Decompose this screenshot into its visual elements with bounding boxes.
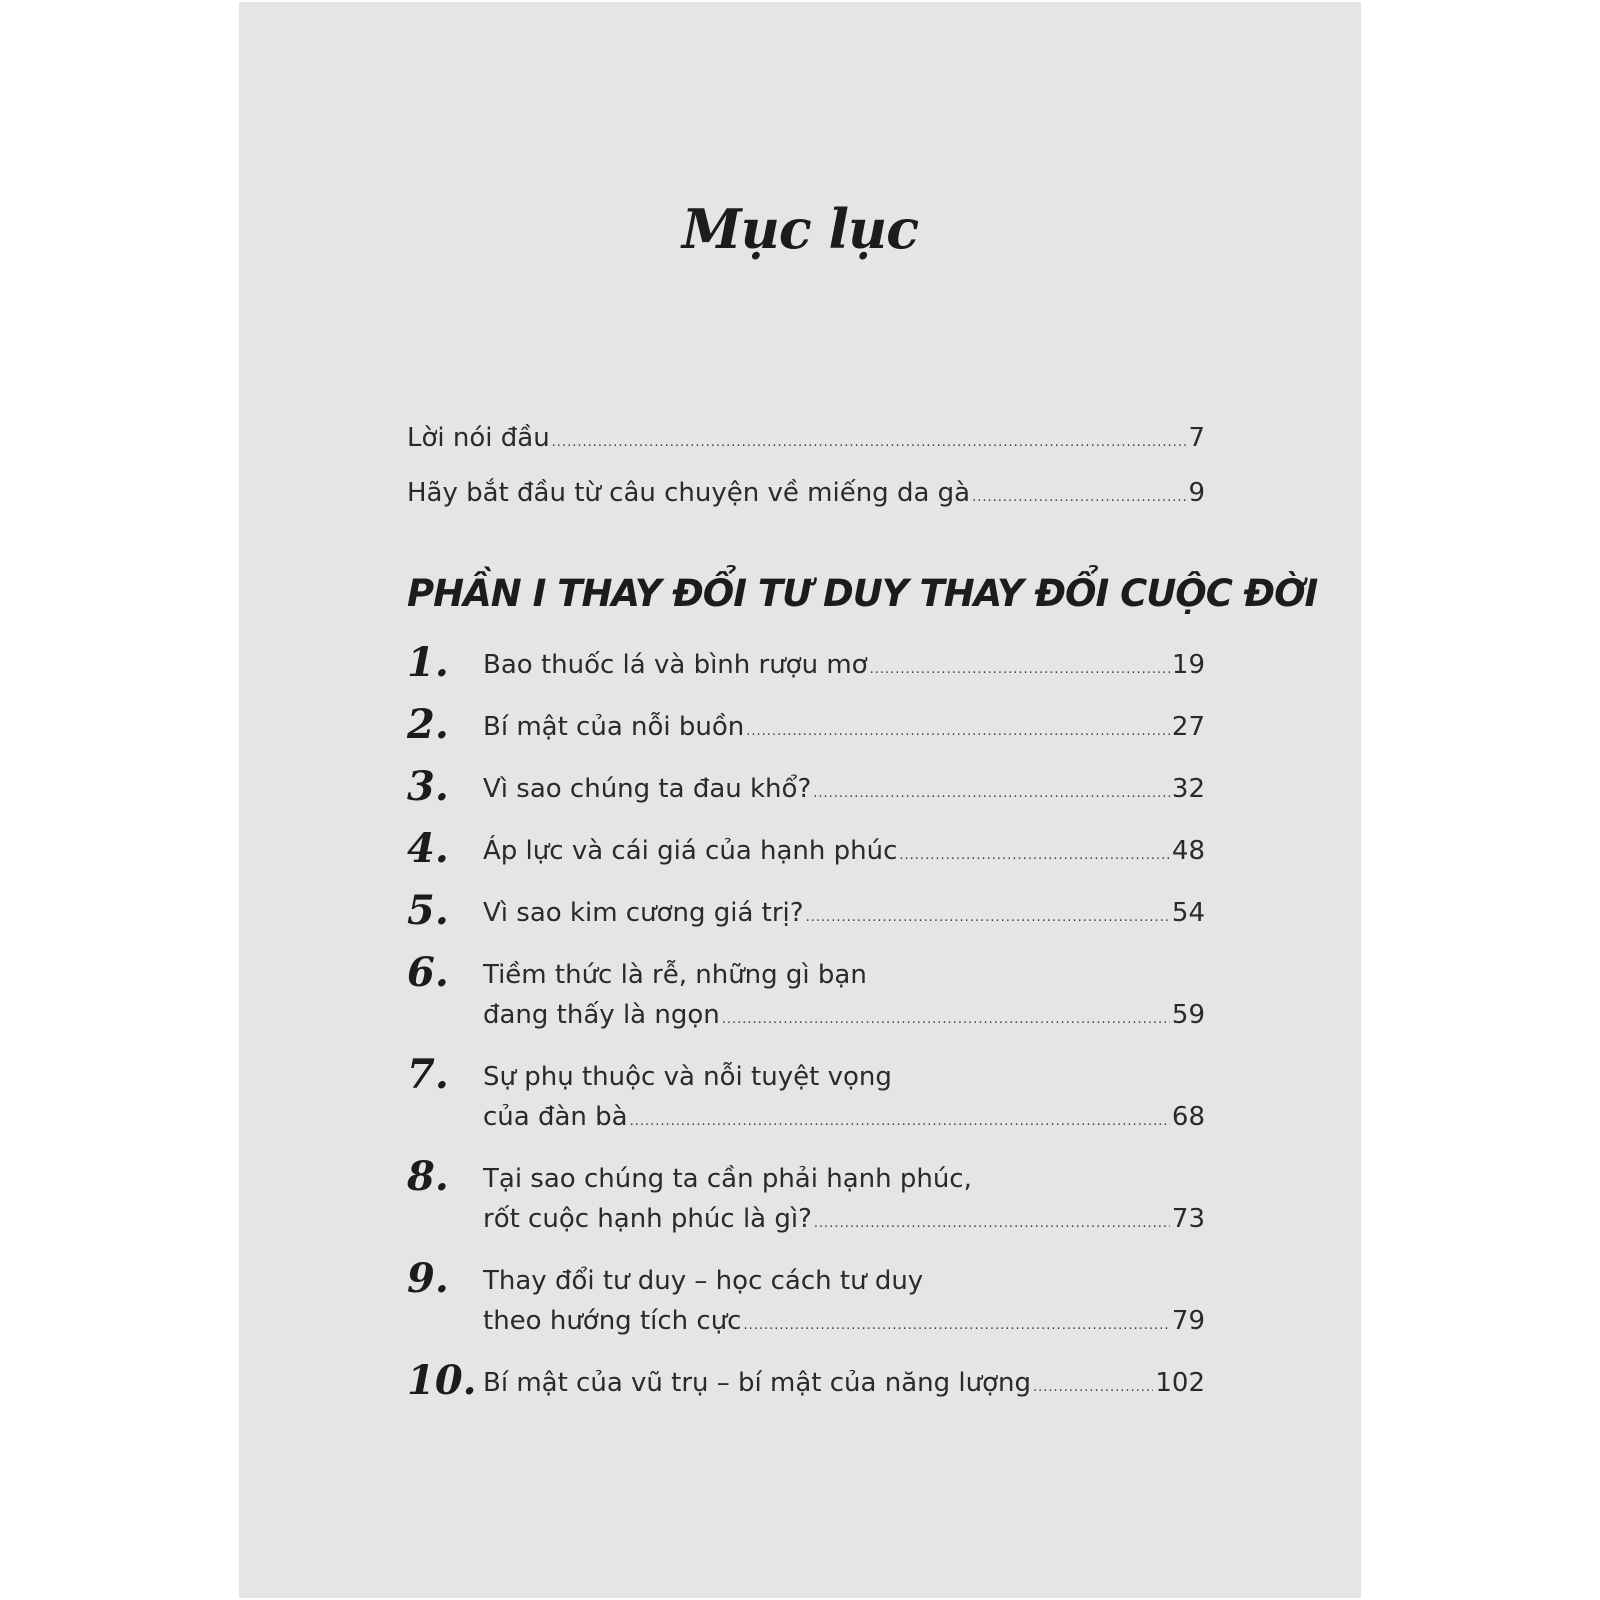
- chapter-number: 10.: [407, 1357, 477, 1404]
- chapter-title-line: Bí mật của vũ trụ – bí mật của năng lượng: [483, 1368, 1031, 1398]
- chapter-title-line: Vì sao chúng ta đau khổ?: [483, 774, 812, 804]
- page-title: Mục lục: [681, 197, 919, 261]
- dot-leader: [814, 1204, 1170, 1244]
- chapter-title-line: Tại sao chúng ta cần phải hạnh phúc,: [483, 1164, 972, 1194]
- chapter-title-line: của đàn bà: [483, 1102, 628, 1132]
- toc-entry-story[interactable]: [407, 473, 1205, 518]
- chapter-title-line: Sự phụ thuộc và nỗi tuyệt vọng: [483, 1062, 892, 1092]
- entry-page: 9: [1188, 478, 1205, 508]
- chapter-page: 48: [1171, 836, 1205, 866]
- dot-leader: [1033, 1368, 1153, 1408]
- dot-leader: [552, 423, 1187, 463]
- chapter-page: 59: [1171, 1000, 1205, 1030]
- toc-entry-preface[interactable]: [407, 418, 1205, 463]
- entry-page: 7: [1188, 423, 1205, 453]
- chapter-number: 8.: [407, 1153, 449, 1200]
- dot-leader: [972, 478, 1186, 518]
- dot-leader: [806, 898, 1170, 938]
- entry-label: Hãy bắt đầu từ câu chuyện về miếng da gà: [407, 478, 971, 508]
- dot-leader: [743, 1306, 1169, 1346]
- chapter-number: 9.: [407, 1255, 449, 1302]
- chapter-number: 7.: [407, 1051, 449, 1098]
- dot-leader: [870, 650, 1170, 690]
- chapter-title-line: rốt cuộc hạnh phúc là gì?: [483, 1204, 812, 1234]
- entry-label: Lời nói đầu: [407, 423, 550, 453]
- chapter-title-line: đang thấy là ngọn: [483, 1000, 720, 1030]
- dot-leader: [746, 712, 1170, 752]
- chapter-page: 27: [1171, 712, 1205, 742]
- dot-leader: [722, 1000, 1170, 1040]
- chapter-title-line: theo hướng tích cực: [483, 1306, 742, 1336]
- chapter-title-line: Tiềm thức là rễ, những gì bạn: [483, 960, 867, 990]
- chapter-number: 5.: [407, 887, 449, 934]
- chapter-title-line: Bí mật của nỗi buồn: [483, 712, 745, 742]
- chapter-title-line: Vì sao kim cương giá trị?: [483, 898, 804, 928]
- chapter-page: 54: [1171, 898, 1205, 928]
- dot-leader: [630, 1102, 1170, 1142]
- chapter-number: 6.: [407, 949, 449, 996]
- chapter-number: 3.: [407, 763, 449, 810]
- chapter-number: 1.: [407, 639, 449, 686]
- chapter-page: 68: [1171, 1102, 1205, 1132]
- chapter-page: 79: [1171, 1306, 1205, 1336]
- chapter-page: 32: [1171, 774, 1205, 804]
- chapter-number: 2.: [407, 701, 449, 748]
- chapter-page: 73: [1171, 1204, 1205, 1234]
- part-heading: PHẦN I THAY ĐỔI TƯ DUY THAY ĐỔI CUỘC ĐỜI: [407, 572, 1318, 615]
- chapter-page: 102: [1155, 1368, 1205, 1398]
- chapter-title-line: Thay đổi tư duy – học cách tư duy: [483, 1266, 924, 1296]
- chapter-number: 4.: [407, 825, 449, 872]
- dot-leader: [899, 836, 1170, 876]
- chapter-title-line: Bao thuốc lá và bình rượu mơ: [483, 650, 868, 680]
- chapter-page: 19: [1171, 650, 1205, 680]
- chapter-title-line: Áp lực và cái giá của hạnh phúc: [483, 836, 898, 866]
- dot-leader: [813, 774, 1170, 814]
- book-page: [239, 2, 1361, 1598]
